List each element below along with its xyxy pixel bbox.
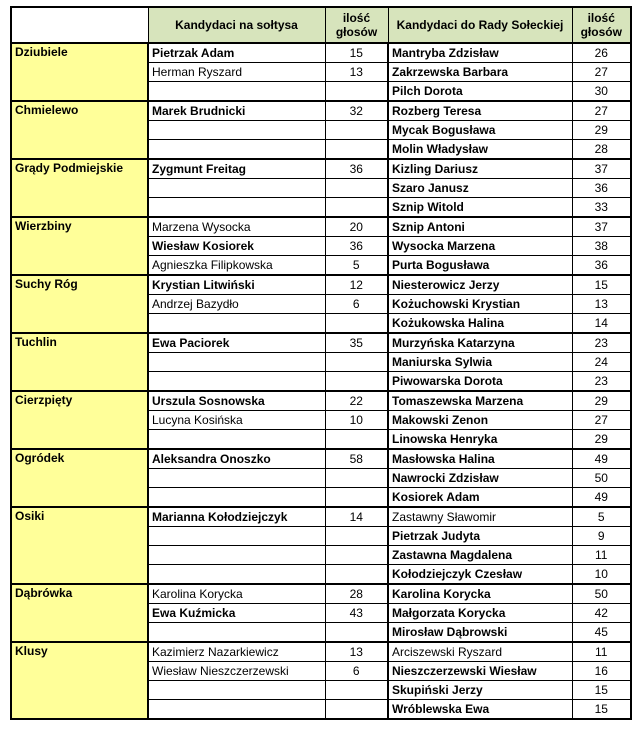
table-row bbox=[11, 43, 631, 63]
election-results-table bbox=[10, 6, 632, 720]
soltys-candidate bbox=[148, 700, 325, 720]
village-name: Dąbrówka bbox=[11, 584, 148, 642]
soltys-candidate bbox=[148, 179, 325, 198]
council-votes: 27 bbox=[572, 101, 631, 121]
soltys-candidate: Krystian Litwiński bbox=[148, 275, 325, 295]
council-votes: 9 bbox=[572, 527, 631, 546]
council-candidate: Purta Bogusława bbox=[388, 256, 572, 276]
soltys-candidate: Ewa Kuźmicka bbox=[148, 604, 325, 623]
table-row bbox=[11, 159, 631, 179]
village-name: Tuchlin bbox=[11, 333, 148, 391]
soltys-votes: 10 bbox=[325, 411, 388, 430]
village-name: Ogródek bbox=[11, 449, 148, 507]
soltys-votes: 58 bbox=[325, 449, 388, 469]
table-row bbox=[11, 584, 631, 604]
council-candidate: Kożuchowski Krystian bbox=[388, 295, 572, 314]
soltys-votes bbox=[325, 198, 388, 218]
soltys-candidate: Andrzej Bazydło bbox=[148, 295, 325, 314]
council-candidate: Piwowarska Dorota bbox=[388, 372, 572, 392]
council-votes: 50 bbox=[572, 584, 631, 604]
council-candidate: Zakrzewska Barbara bbox=[388, 63, 572, 82]
soltys-candidate: Karolina Korycka bbox=[148, 584, 325, 604]
soltys-votes: 35 bbox=[325, 333, 388, 353]
header-village bbox=[11, 7, 148, 43]
soltys-votes bbox=[325, 372, 388, 392]
soltys-votes bbox=[325, 353, 388, 372]
council-candidate: Wróblewska Ewa bbox=[388, 700, 572, 720]
soltys-candidate bbox=[148, 314, 325, 334]
council-candidate: Makowski Zenon bbox=[388, 411, 572, 430]
council-votes: 37 bbox=[572, 217, 631, 237]
soltys-candidate bbox=[148, 469, 325, 488]
council-candidate: Maniurska Sylwia bbox=[388, 353, 572, 372]
soltys-votes: 22 bbox=[325, 391, 388, 411]
soltys-votes bbox=[325, 488, 388, 508]
soltys-candidate bbox=[148, 546, 325, 565]
header-council-votes: ilość głosów bbox=[572, 7, 631, 43]
soltys-candidate bbox=[148, 488, 325, 508]
header-council-candidates: Kandydaci do Rady Sołeckiej bbox=[388, 7, 572, 43]
council-candidate: Niesterowicz Jerzy bbox=[388, 275, 572, 295]
council-votes: 16 bbox=[572, 662, 631, 681]
soltys-candidate: Lucyna Kosińska bbox=[148, 411, 325, 430]
table-row bbox=[11, 391, 631, 411]
council-votes: 10 bbox=[572, 565, 631, 585]
soltys-votes bbox=[325, 527, 388, 546]
table-row bbox=[11, 642, 631, 662]
council-candidate: Linowska Henryka bbox=[388, 430, 572, 450]
soltys-candidate bbox=[148, 681, 325, 700]
council-votes: 27 bbox=[572, 63, 631, 82]
soltys-votes: 43 bbox=[325, 604, 388, 623]
council-candidate: Kołodziejczyk Czesław bbox=[388, 565, 572, 585]
soltys-votes bbox=[325, 546, 388, 565]
council-votes: 5 bbox=[572, 507, 631, 527]
village-name: Suchy Róg bbox=[11, 275, 148, 333]
council-candidate: Tomaszewska Marzena bbox=[388, 391, 572, 411]
council-votes: 28 bbox=[572, 140, 631, 160]
council-candidate: Nieszczerzewski Wiesław bbox=[388, 662, 572, 681]
council-votes: 38 bbox=[572, 237, 631, 256]
soltys-votes: 28 bbox=[325, 584, 388, 604]
council-votes: 26 bbox=[572, 43, 631, 63]
council-votes: 29 bbox=[572, 391, 631, 411]
soltys-votes: 6 bbox=[325, 295, 388, 314]
council-votes: 11 bbox=[572, 642, 631, 662]
council-candidate: Kizling Dariusz bbox=[388, 159, 572, 179]
soltys-votes bbox=[325, 82, 388, 102]
soltys-candidate: Marianna Kołodziejczyk bbox=[148, 507, 325, 527]
soltys-candidate bbox=[148, 623, 325, 643]
soltys-votes: 20 bbox=[325, 217, 388, 237]
soltys-candidate: Agnieszka Filipkowska bbox=[148, 256, 325, 276]
soltys-candidate bbox=[148, 353, 325, 372]
council-candidate: Zastawna Magdalena bbox=[388, 546, 572, 565]
council-votes: 50 bbox=[572, 469, 631, 488]
council-votes: 13 bbox=[572, 295, 631, 314]
council-candidate: Murzyńska Katarzyna bbox=[388, 333, 572, 353]
soltys-candidate bbox=[148, 140, 325, 160]
council-votes: 15 bbox=[572, 681, 631, 700]
council-candidate: Zastawny Sławomir bbox=[388, 507, 572, 527]
council-candidate: Molin Władysław bbox=[388, 140, 572, 160]
council-votes: 37 bbox=[572, 159, 631, 179]
header-soltys-votes: ilość głosów bbox=[325, 7, 388, 43]
soltys-votes bbox=[325, 565, 388, 585]
soltys-candidate: Wiesław Nieszczerzewski bbox=[148, 662, 325, 681]
soltys-candidate: Aleksandra Onoszko bbox=[148, 449, 325, 469]
soltys-candidate: Marek Brudnicki bbox=[148, 101, 325, 121]
council-votes: 29 bbox=[572, 121, 631, 140]
soltys-votes bbox=[325, 681, 388, 700]
council-candidate: Nawrocki Zdzisław bbox=[388, 469, 572, 488]
village-name: Grądy Podmiejskie bbox=[11, 159, 148, 217]
council-votes: 36 bbox=[572, 179, 631, 198]
soltys-votes: 32 bbox=[325, 101, 388, 121]
council-votes: 15 bbox=[572, 700, 631, 720]
soltys-candidate bbox=[148, 430, 325, 450]
council-votes: 42 bbox=[572, 604, 631, 623]
soltys-candidate: Zygmunt Freitag bbox=[148, 159, 325, 179]
council-candidate: Mirosław Dąbrowski bbox=[388, 623, 572, 643]
soltys-votes: 13 bbox=[325, 642, 388, 662]
soltys-candidate bbox=[148, 527, 325, 546]
soltys-candidate bbox=[148, 565, 325, 585]
table-row bbox=[11, 333, 631, 353]
table-row bbox=[11, 101, 631, 121]
soltys-votes: 6 bbox=[325, 662, 388, 681]
soltys-votes: 5 bbox=[325, 256, 388, 276]
soltys-candidate: Kazimierz Nazarkiewicz bbox=[148, 642, 325, 662]
council-votes: 45 bbox=[572, 623, 631, 643]
council-votes: 11 bbox=[572, 546, 631, 565]
village-name: Klusy bbox=[11, 642, 148, 719]
soltys-votes bbox=[325, 430, 388, 450]
soltys-votes: 12 bbox=[325, 275, 388, 295]
council-candidate: Kosiorek Adam bbox=[388, 488, 572, 508]
soltys-candidate bbox=[148, 82, 325, 102]
council-candidate: Arciszewski Ryszard bbox=[388, 642, 572, 662]
council-candidate: Mycak Bogusława bbox=[388, 121, 572, 140]
table-row bbox=[11, 507, 631, 527]
soltys-votes bbox=[325, 121, 388, 140]
village-name: Wierzbiny bbox=[11, 217, 148, 275]
village-name: Dziubiele bbox=[11, 43, 148, 101]
soltys-votes bbox=[325, 700, 388, 720]
council-candidate: Skupiński Jerzy bbox=[388, 681, 572, 700]
soltys-candidate: Herman Ryszard bbox=[148, 63, 325, 82]
council-votes: 24 bbox=[572, 353, 631, 372]
soltys-candidate bbox=[148, 121, 325, 140]
council-votes: 27 bbox=[572, 411, 631, 430]
council-candidate: Sznip Witold bbox=[388, 198, 572, 218]
council-candidate: Rozberg Teresa bbox=[388, 101, 572, 121]
council-candidate: Mantryba Zdzisław bbox=[388, 43, 572, 63]
table-row bbox=[11, 217, 631, 237]
header-row bbox=[11, 7, 631, 43]
table-row bbox=[11, 449, 631, 469]
soltys-candidate: Pietrzak Adam bbox=[148, 43, 325, 63]
council-candidate: Masłowska Halina bbox=[388, 449, 572, 469]
soltys-votes: 36 bbox=[325, 159, 388, 179]
soltys-votes bbox=[325, 314, 388, 334]
council-votes: 33 bbox=[572, 198, 631, 218]
soltys-candidate bbox=[148, 198, 325, 218]
council-candidate: Pietrzak Judyta bbox=[388, 527, 572, 546]
council-votes: 15 bbox=[572, 275, 631, 295]
soltys-votes bbox=[325, 179, 388, 198]
soltys-votes: 13 bbox=[325, 63, 388, 82]
council-votes: 23 bbox=[572, 333, 631, 353]
soltys-votes bbox=[325, 623, 388, 643]
council-votes: 30 bbox=[572, 82, 631, 102]
council-candidate: Wysocka Marzena bbox=[388, 237, 572, 256]
council-votes: 14 bbox=[572, 314, 631, 334]
village-name: Chmielewo bbox=[11, 101, 148, 159]
council-candidate: Sznip Antoni bbox=[388, 217, 572, 237]
council-votes: 36 bbox=[572, 256, 631, 276]
village-name: Osiki bbox=[11, 507, 148, 584]
soltys-candidate: Ewa Paciorek bbox=[148, 333, 325, 353]
soltys-votes: 15 bbox=[325, 43, 388, 63]
council-candidate: Karolina Korycka bbox=[388, 584, 572, 604]
soltys-candidate: Wiesław Kosiorek bbox=[148, 237, 325, 256]
soltys-candidate: Marzena Wysocka bbox=[148, 217, 325, 237]
soltys-candidate: Urszula Sosnowska bbox=[148, 391, 325, 411]
soltys-votes: 36 bbox=[325, 237, 388, 256]
soltys-candidate bbox=[148, 372, 325, 392]
soltys-votes: 14 bbox=[325, 507, 388, 527]
council-candidate: Kożukowska Halina bbox=[388, 314, 572, 334]
soltys-votes bbox=[325, 140, 388, 160]
council-candidate: Szaro Janusz bbox=[388, 179, 572, 198]
header-soltys-candidates: Kandydaci na sołtysa bbox=[148, 7, 325, 43]
council-votes: 29 bbox=[572, 430, 631, 450]
council-votes: 23 bbox=[572, 372, 631, 392]
table-row bbox=[11, 275, 631, 295]
village-name: Cierzpięty bbox=[11, 391, 148, 449]
council-candidate: Małgorzata Korycka bbox=[388, 604, 572, 623]
council-votes: 49 bbox=[572, 488, 631, 508]
soltys-votes bbox=[325, 469, 388, 488]
council-candidate: Pilch Dorota bbox=[388, 82, 572, 102]
council-votes: 49 bbox=[572, 449, 631, 469]
